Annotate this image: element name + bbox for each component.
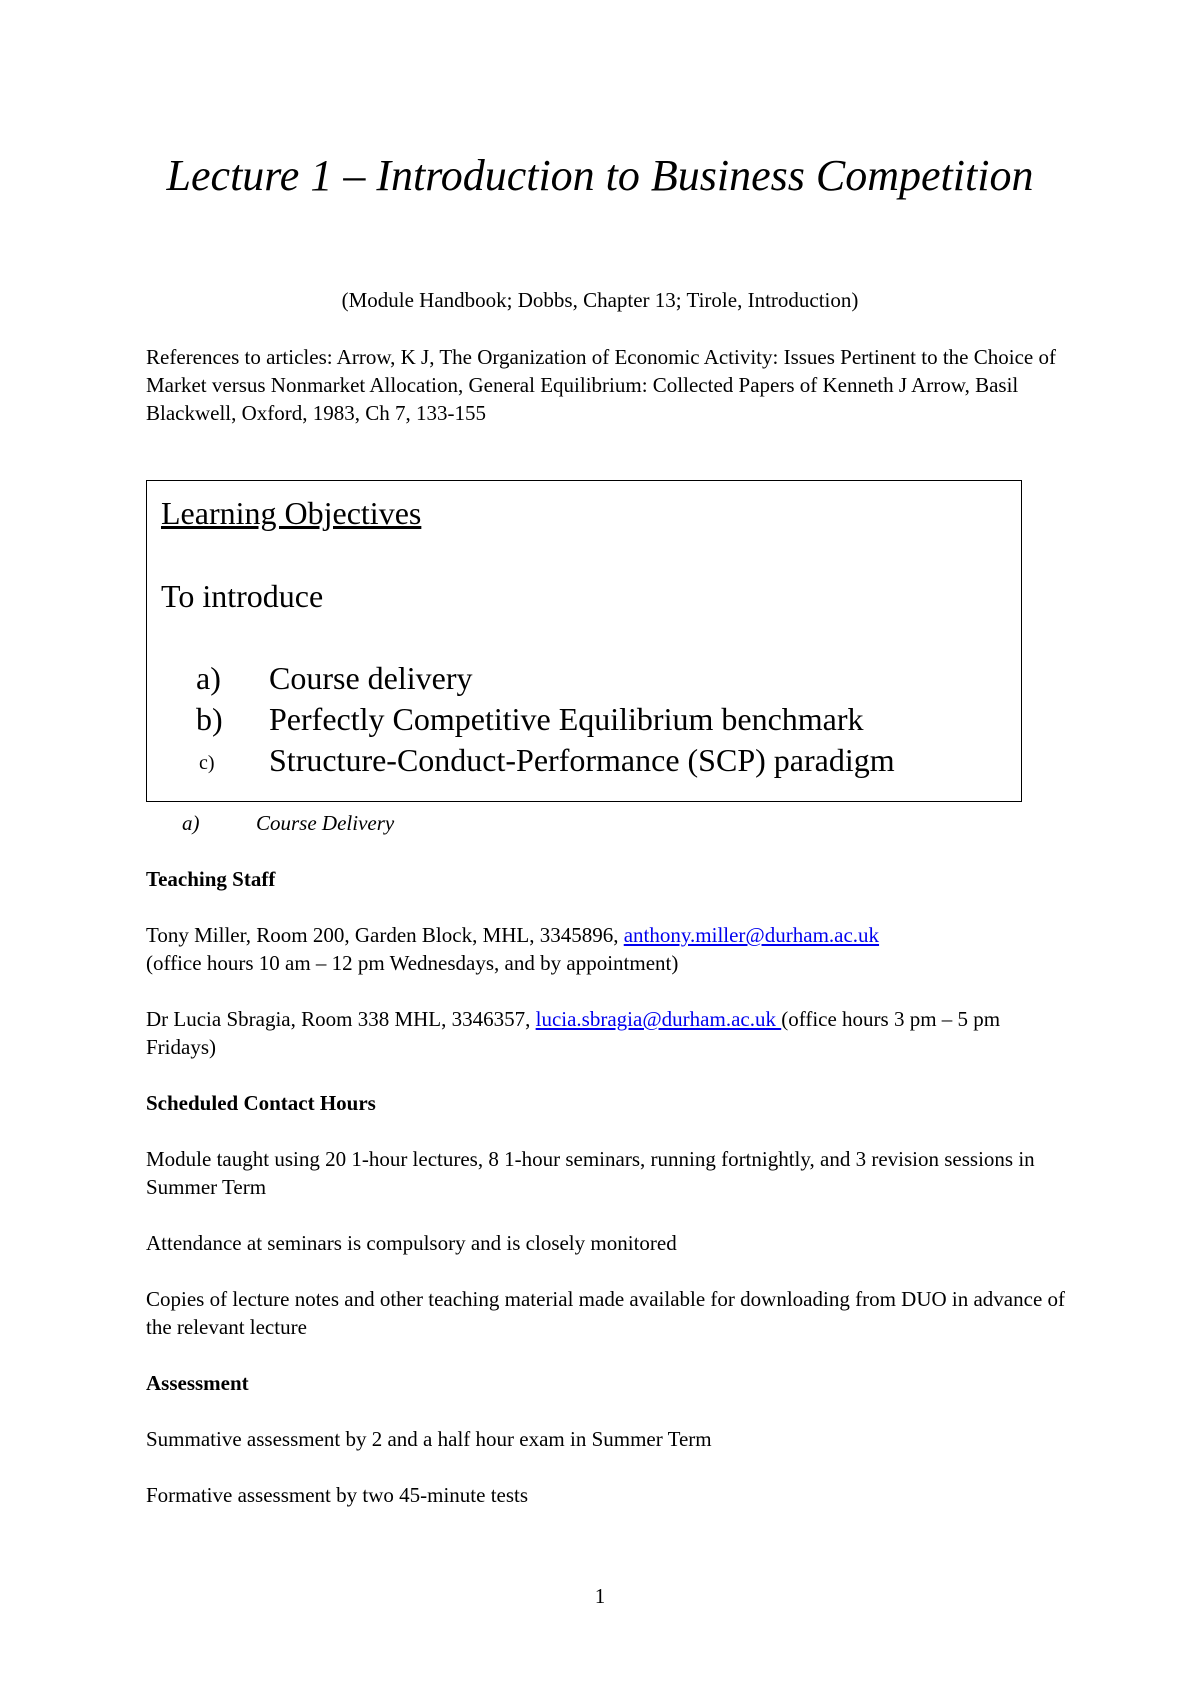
learning-objectives-box [146,480,1022,802]
list-item [161,658,895,699]
list-item [161,740,895,781]
contact-hours-heading: Scheduled Contact Hours [146,1091,376,1115]
learning-objectives-intro: To introduce [161,578,324,614]
assessment-paragraph-2: Formative assessment by two 45-minute tests [146,1483,529,1507]
section-marker: a) [182,811,200,835]
contact-hours-paragraph-2: Attendance at seminars is compulsory and is closely monitored [146,1231,677,1255]
learning-objectives-list [161,658,895,781]
staff-entry-sbragia [146,1005,1066,1061]
list-item [161,699,895,740]
assessment-heading: Assessment [146,1371,249,1395]
references-paragraph: References to articles: Arrow, K J, The Organization of Economic Activity: Issues Pertinent to the Choice of Market versus Nonmarket Allocation, General Equilibrium: Collected Papers of Kenneth J Arrow, Basil Blackwell, Oxford, 1983, Ch 7, 133-155 [146,345,1056,425]
staff-entry-miller [146,921,1066,977]
course-delivery-heading [146,810,394,836]
section-title: Course Delivery [256,811,395,835]
staff-email-link[interactable]: anthony.miller@durham.ac.uk [623,923,880,947]
learning-objectives-heading: Learning Objectives [161,495,422,531]
document-title: Lecture 1 – Introduction to Business Competition [166,151,1034,200]
staff-email-link[interactable]: lucia.sbragia@durham.ac.uk [535,1007,782,1031]
staff-details: Tony Miller, Room 200, Garden Block, MHL, 3345896, [146,923,624,947]
contact-hours-paragraph-1: Module taught using 20 1-hour lectures, 8 1-hour seminars, running fortnightly, and 3 revision sessions in Summer Term [146,1147,1035,1199]
list-item-text: Perfectly Competitive Equilibrium benchmark [269,701,864,737]
list-item-text: Course delivery [269,660,473,696]
assessment-paragraph-1: Summative assessment by 2 and a half hour exam in Summer Term [146,1427,712,1451]
list-marker: a) [196,660,221,696]
list-item-text: Structure-Conduct-Performance (SCP) paradigm [269,742,895,778]
staff-office-hours: (office hours 3 pm – 5 pm Fridays) [146,1007,1001,1059]
page-number: 1 [594,1584,606,1608]
list-marker: c) [199,752,215,774]
document-subtitle: (Module Handbook; Dobbs, Chapter 13; Tirole, Introduction) [341,288,859,312]
list-marker: b) [196,701,223,737]
staff-office-hours: (office hours 10 am – 12 pm Wednesdays, and by appointment) [146,951,679,975]
teaching-staff-heading: Teaching Staff [146,867,276,891]
contact-hours-paragraph-3: Copies of lecture notes and other teaching material made available for downloading from DUO in advance of the relevant lecture [146,1287,1066,1339]
staff-details: Dr Lucia Sbragia, Room 338 MHL, 3346357, [146,1007,536,1031]
